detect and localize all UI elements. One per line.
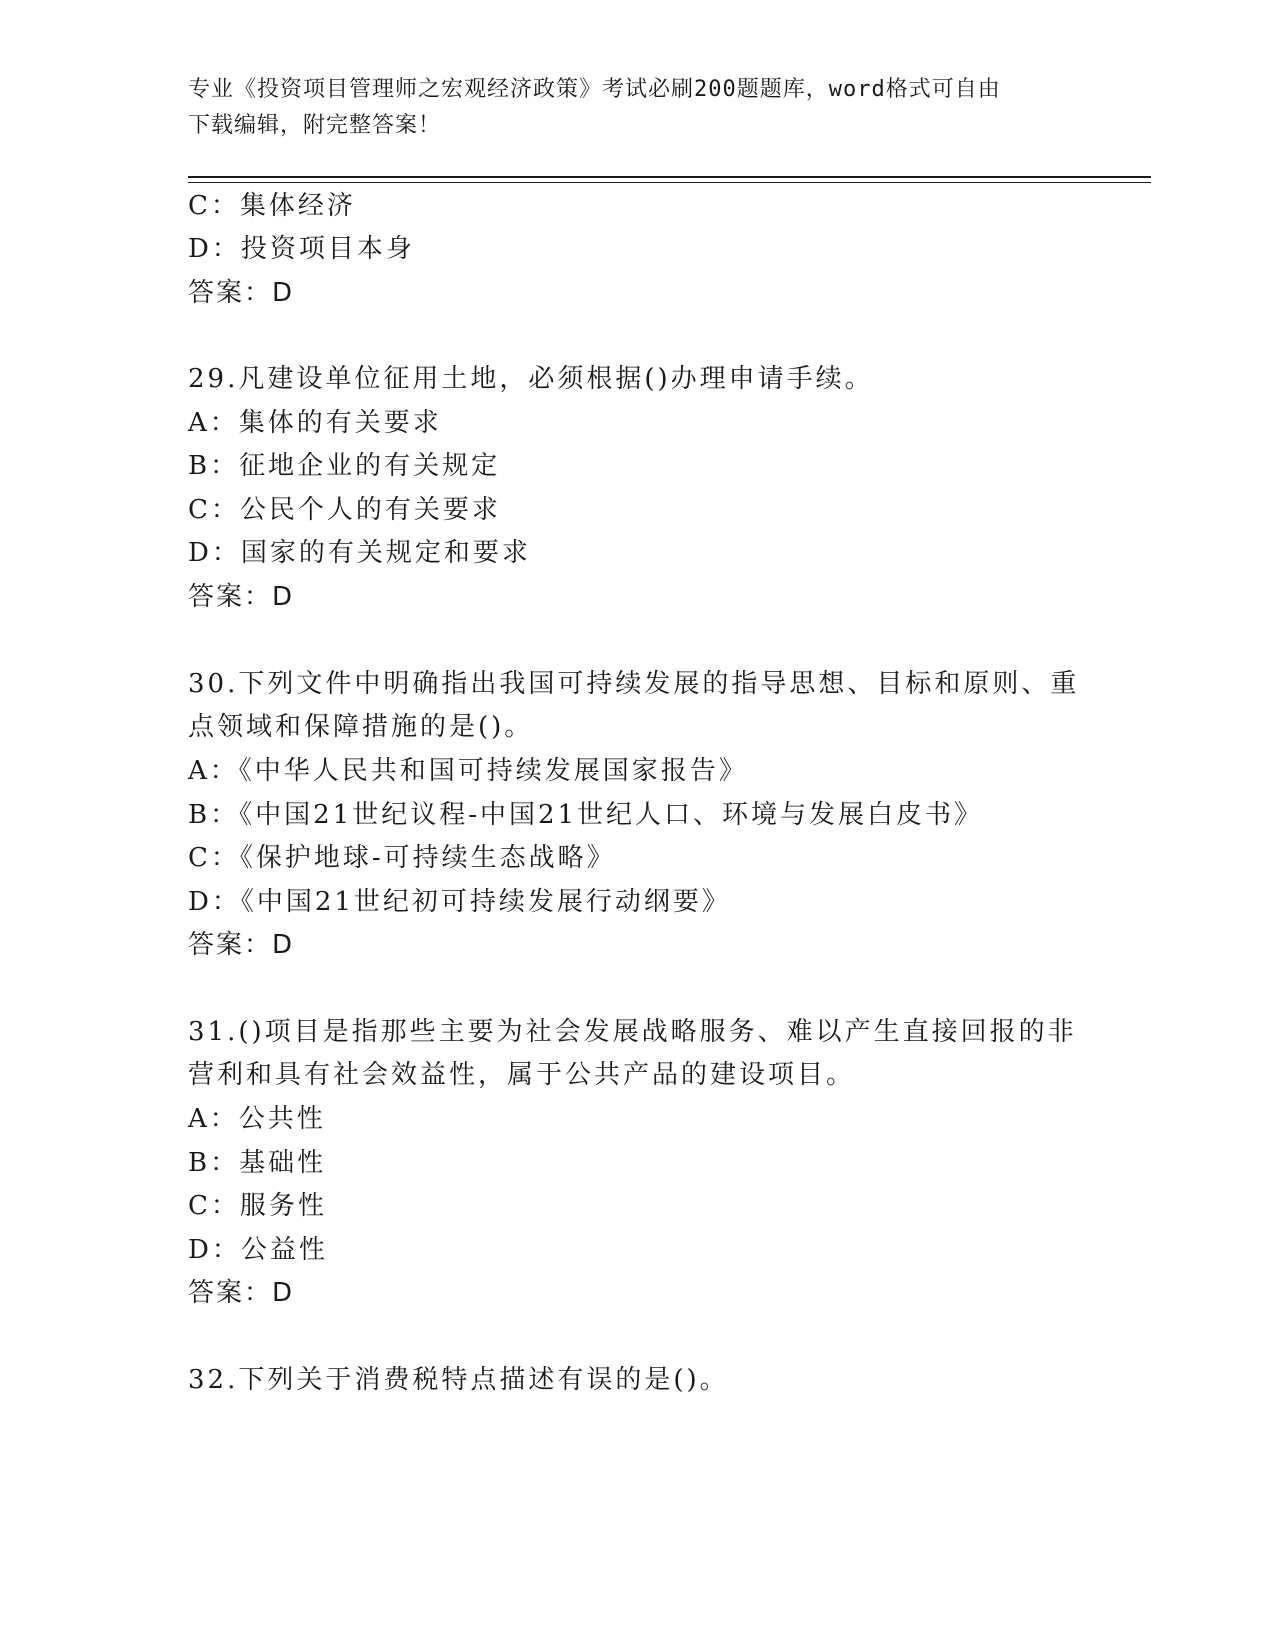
question-stem: 32.下列关于消费税特点描述有误的是()。 <box>188 1365 729 1395</box>
option-d: D：投资项目本身 <box>188 234 415 264</box>
answer-line: 答案：D <box>188 1278 295 1308</box>
header-line-1: 专业《投资项目管理师之宏观经济政策》考试必刷200题题库，word格式可自由 <box>188 77 1001 102</box>
option-a: A：集体的有关要求 <box>188 408 442 438</box>
option-c: C：公民个人的有关要求 <box>188 495 501 525</box>
option-c: C：服务性 <box>188 1191 327 1221</box>
answer-line: 答案：D <box>188 582 295 612</box>
question-stem: 29.凡建设单位征用土地，必须根据()办理申请手续。 <box>188 364 874 394</box>
answer-line: 答案：D <box>188 278 295 308</box>
document-header <box>188 72 1078 144</box>
option-b: B：《中国21世纪议程-中国21世纪人口、环境与发展白皮书》 <box>188 800 984 830</box>
option-d: D：公益性 <box>188 1235 328 1265</box>
option-d: D：《中国21世纪初可持续发展行动纲要》 <box>188 887 731 917</box>
question-stem: 30.下列文件中明确指出我国可持续发展的指导思想、目标和原则、重 <box>188 669 1080 699</box>
option-d: D：国家的有关规定和要求 <box>188 538 531 568</box>
header-rule-thick <box>188 176 1151 178</box>
header-rule-thin <box>188 182 1151 183</box>
option-c: C：《保护地球-可持续生态战略》 <box>188 843 616 873</box>
option-b: B：征地企业的有关规定 <box>188 451 501 481</box>
option-c: C：集体经济 <box>188 191 356 221</box>
answer-line: 答案：D <box>188 930 295 960</box>
question-stem: 31.()项目是指那些主要为社会发展战略服务、难以产生直接回报的非 <box>188 1017 1077 1047</box>
option-a: A：《中华人民共和国可持续发展国家报告》 <box>188 756 748 786</box>
option-b: B：基础性 <box>188 1148 327 1178</box>
header-line-2: 下载编辑，附完整答案！ <box>188 113 442 138</box>
question-stem-continued: 营利和具有社会效益性，属于公共产品的建设项目。 <box>188 1060 856 1090</box>
question-stem-continued: 点领域和保障措施的是()。 <box>188 712 534 742</box>
option-a: A：公共性 <box>188 1104 326 1134</box>
